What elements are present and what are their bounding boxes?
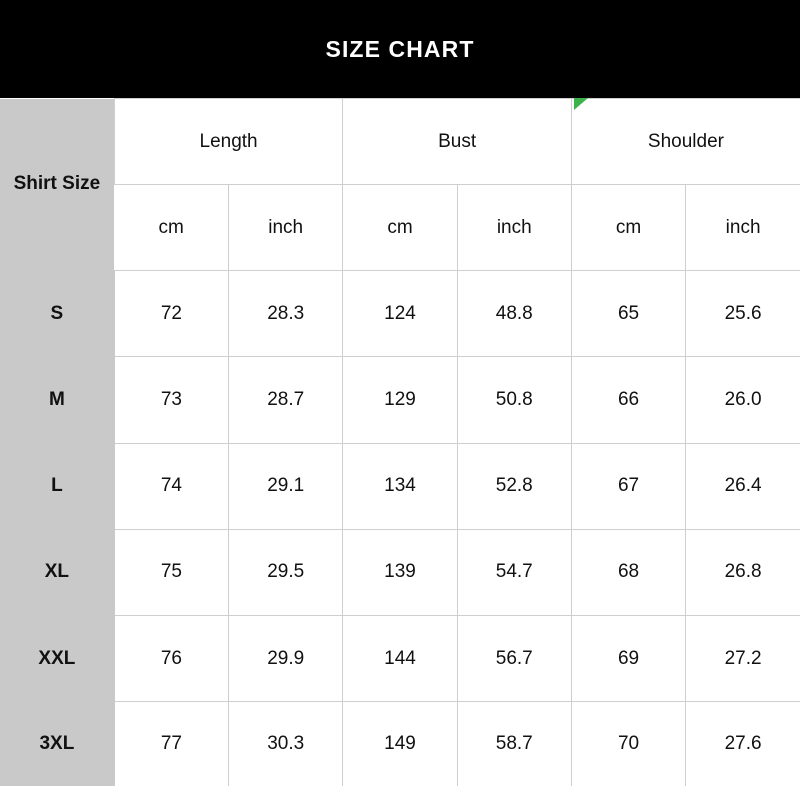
cell-bust-cm: 129 [343,357,457,443]
cell-shoulder-inch: 26.4 [686,443,800,529]
size-chart-table [0,98,800,786]
cell-shoulder-cm: 68 [571,529,685,615]
cell-length-inch: 29.1 [229,443,343,529]
bottom-strip [0,786,800,800]
page-title: SIZE CHART [325,35,475,62]
cell-shoulder-cm: 69 [571,615,685,701]
cell-bust-inch: 48.8 [457,271,571,357]
cell-length-inch: 29.9 [229,615,343,701]
cell-bust-cm: 134 [343,443,457,529]
cell-shoulder-cm: 65 [571,271,685,357]
table-row [0,443,800,529]
unit-header-bust-cm: cm [343,185,457,271]
cell-bust-inch: 52.8 [457,443,571,529]
table-header-unit-row [0,185,800,271]
row-size-label: 3XL [0,702,114,786]
row-size-label: M [0,357,114,443]
cell-shoulder-inch: 26.8 [686,529,800,615]
title-bar [0,0,800,98]
cell-length-cm: 75 [114,529,228,615]
unit-header-length-cm: cm [114,185,228,271]
cell-bust-cm: 144 [343,615,457,701]
cell-bust-inch: 54.7 [457,529,571,615]
cell-length-cm: 73 [114,357,228,443]
green-corner-marker-icon [574,98,588,110]
cell-bust-cm: 149 [343,702,457,786]
cell-bust-inch: 50.8 [457,357,571,443]
column-group-length: Length [114,99,343,185]
column-group-shoulder: Shoulder [571,99,800,185]
table-row [0,357,800,443]
cell-shoulder-inch: 25.6 [686,271,800,357]
corner-label-shirt-size: Shirt Size [0,99,114,271]
cell-length-cm: 76 [114,615,228,701]
size-chart-table-container [0,98,800,786]
cell-bust-inch: 56.7 [457,615,571,701]
row-size-label: S [0,271,114,357]
table-header-group-row [0,99,800,185]
column-group-bust: Bust [343,99,572,185]
table-row [0,702,800,786]
cell-shoulder-inch: 27.6 [686,702,800,786]
cell-shoulder-inch: 27.2 [686,615,800,701]
table-row [0,615,800,701]
cell-shoulder-cm: 70 [571,702,685,786]
unit-header-shoulder-cm: cm [571,185,685,271]
cell-bust-cm: 139 [343,529,457,615]
cell-length-inch: 29.5 [229,529,343,615]
row-size-label: L [0,443,114,529]
cell-bust-inch: 58.7 [457,702,571,786]
cell-shoulder-cm: 66 [571,357,685,443]
unit-header-length-inch: inch [229,185,343,271]
unit-header-bust-inch: inch [457,185,571,271]
cell-length-inch: 28.3 [229,271,343,357]
cell-length-cm: 72 [114,271,228,357]
cell-shoulder-cm: 67 [571,443,685,529]
row-size-label: XXL [0,615,114,701]
table-row [0,529,800,615]
cell-length-inch: 30.3 [229,702,343,786]
cell-bust-cm: 124 [343,271,457,357]
row-size-label: XL [0,529,114,615]
cell-length-inch: 28.7 [229,357,343,443]
cell-length-cm: 77 [114,702,228,786]
cell-shoulder-inch: 26.0 [686,357,800,443]
unit-header-shoulder-inch: inch [686,185,800,271]
cell-length-cm: 74 [114,443,228,529]
table-row [0,271,800,357]
